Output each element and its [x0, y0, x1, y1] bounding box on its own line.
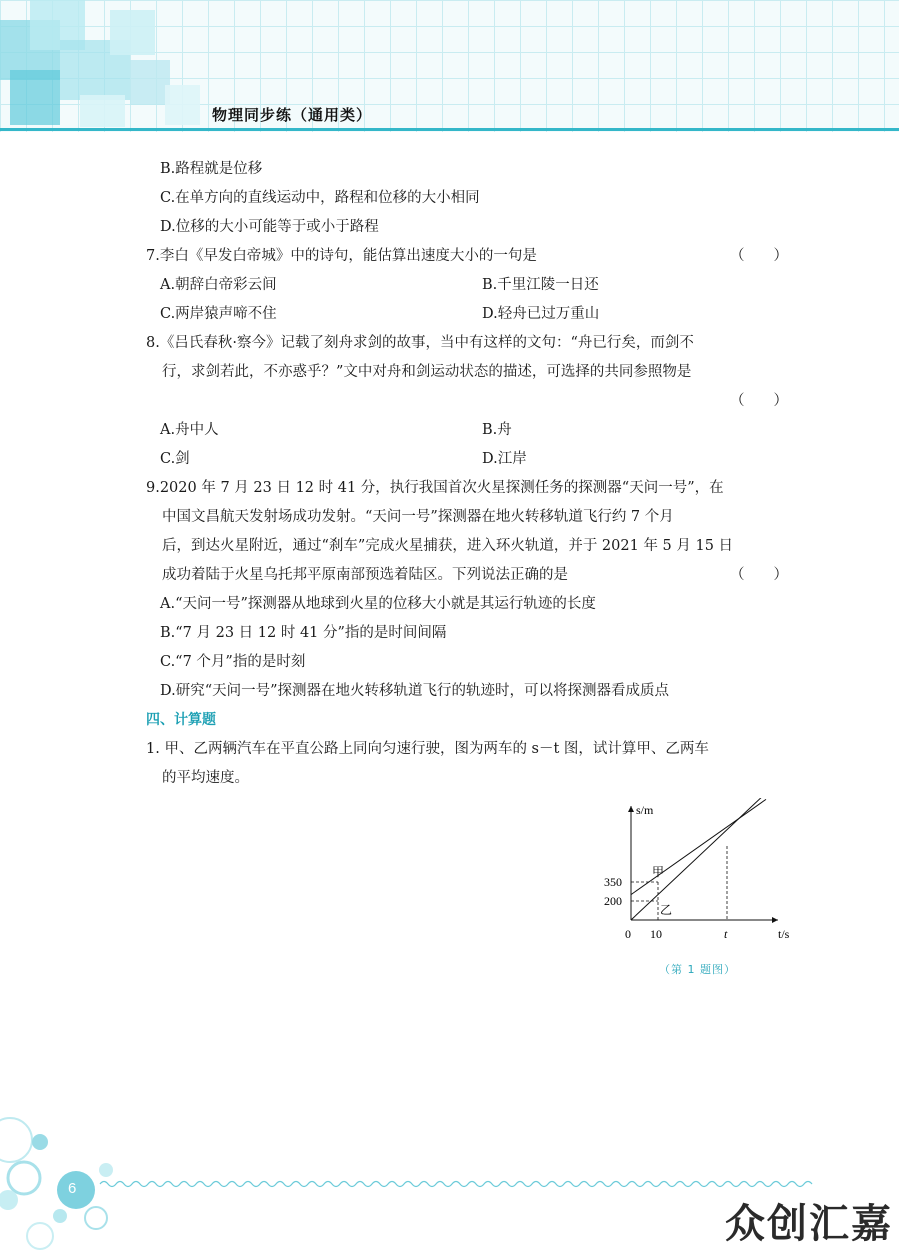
q9-stem-line4: [146, 561, 796, 590]
calc1-stem-line2: 的平均速度。: [162, 770, 249, 786]
q8-answer-paren: （ ）: [730, 393, 788, 409]
header-rule: [0, 128, 899, 131]
q8-option-b: B.舟: [482, 422, 512, 438]
q9-answer-paren: （ ）: [730, 567, 788, 583]
q9-stem-line2: 中国文昌航天发射场成功发射。“天问一号”探测器在地火转移轨道飞行约 7 个月: [162, 509, 674, 525]
q9-stem-line3: 后，到达火星附近，通过“刹车”完成火星捕获，进入环火轨道，并于 2021 年 5 月 15 日: [162, 538, 734, 554]
q9-option-c: C.“7 个月”指的是时刻: [160, 654, 306, 670]
q9-stem-line1: 9.2020 年 7 月 23 日 12 时 41 分，执行我国首次火星探测任务的探测器“天问一号”，在: [146, 480, 724, 496]
header-decoration: [0, 0, 240, 132]
page-header: [0, 0, 899, 132]
y-axis-label: s/m: [636, 803, 654, 817]
x-tick-0: 0: [625, 927, 631, 941]
q8-options-row1: [146, 416, 796, 445]
q7-stem: [146, 242, 796, 271]
st-graph: [598, 798, 808, 988]
st-graph-svg: [598, 798, 808, 958]
figure-caption: （第 1 题图）: [659, 963, 736, 976]
book-title: 物理同步练（通用类）: [212, 106, 373, 124]
q7-option-a: A.朝辞白帝彩云间: [160, 277, 277, 293]
q9-option-d: D.研究“天问一号”探测器在地火转移轨道飞行的轨迹时，可以将探测器看成质点: [160, 683, 670, 699]
q8-paren-line: [146, 387, 796, 416]
q7-options-row1: [146, 271, 796, 300]
q9-option-a: A.“天问一号”探测器从地球到火星的位移大小就是其运行轨迹的长度: [160, 596, 596, 612]
q6-option-b: B.路程就是位移: [160, 161, 263, 177]
calc1-stem-line1: 1. 甲、乙两辆汽车在平直公路上同向匀速行驶，图为两车的 s－t 图，试计算甲、乙两车: [146, 741, 709, 757]
q7-option-c: C.两岸猿声啼不住: [160, 306, 277, 322]
y-tick-200: 200: [604, 894, 622, 908]
q8-stem-line2: 行，求剑若此，不亦惑乎？”文中对舟和剑运动状态的描述，可选择的共同参照物是: [162, 364, 692, 380]
q8-options-row2: [146, 445, 796, 474]
x-tick-10: 10: [650, 927, 662, 941]
series-yi-label: 乙: [660, 903, 673, 917]
series-jia-label: 甲: [652, 865, 665, 879]
x-axis-label: t/s: [778, 927, 790, 941]
y-tick-350: 350: [604, 875, 622, 889]
x-tick-t: t: [724, 927, 728, 941]
section-title: 四、计算题: [146, 712, 216, 728]
watermark-text: 众创汇嘉: [725, 1201, 893, 1247]
q7-answer-paren: （ ）: [730, 248, 788, 264]
q9-stem-line4-text: 成功着陆于火星乌托邦平原南部预选着陆区。下列说法正确的是: [162, 567, 568, 583]
q7-options-row2: [146, 300, 796, 329]
q9-option-b: B.“7 月 23 日 12 时 41 分”指的是时间间隔: [160, 625, 447, 641]
q7-stem-text: 7.李白《早发白帝城》中的诗句，能估算出速度大小的一句是: [146, 248, 537, 264]
q7-option-b: B.千里江陵一日还: [482, 277, 599, 293]
q8-option-c: C.剑: [160, 451, 190, 467]
q6-option-c: C.在单方向的直线运动中，路程和位移的大小相同: [160, 190, 480, 206]
q7-option-d: D.轻舟已过万重山: [482, 306, 600, 322]
page-content: [146, 155, 796, 793]
page-number: 6: [68, 1180, 77, 1197]
q6-option-d: D.位移的大小可能等于或小于路程: [160, 219, 379, 235]
q8-stem-line1: 8.《吕氏春秋·察今》记载了刻舟求剑的故事，当中有这样的文句：“舟已行矣，而剑不: [146, 335, 694, 351]
q8-option-a: A.舟中人: [160, 422, 219, 438]
q8-option-d: D.江岸: [482, 451, 527, 467]
